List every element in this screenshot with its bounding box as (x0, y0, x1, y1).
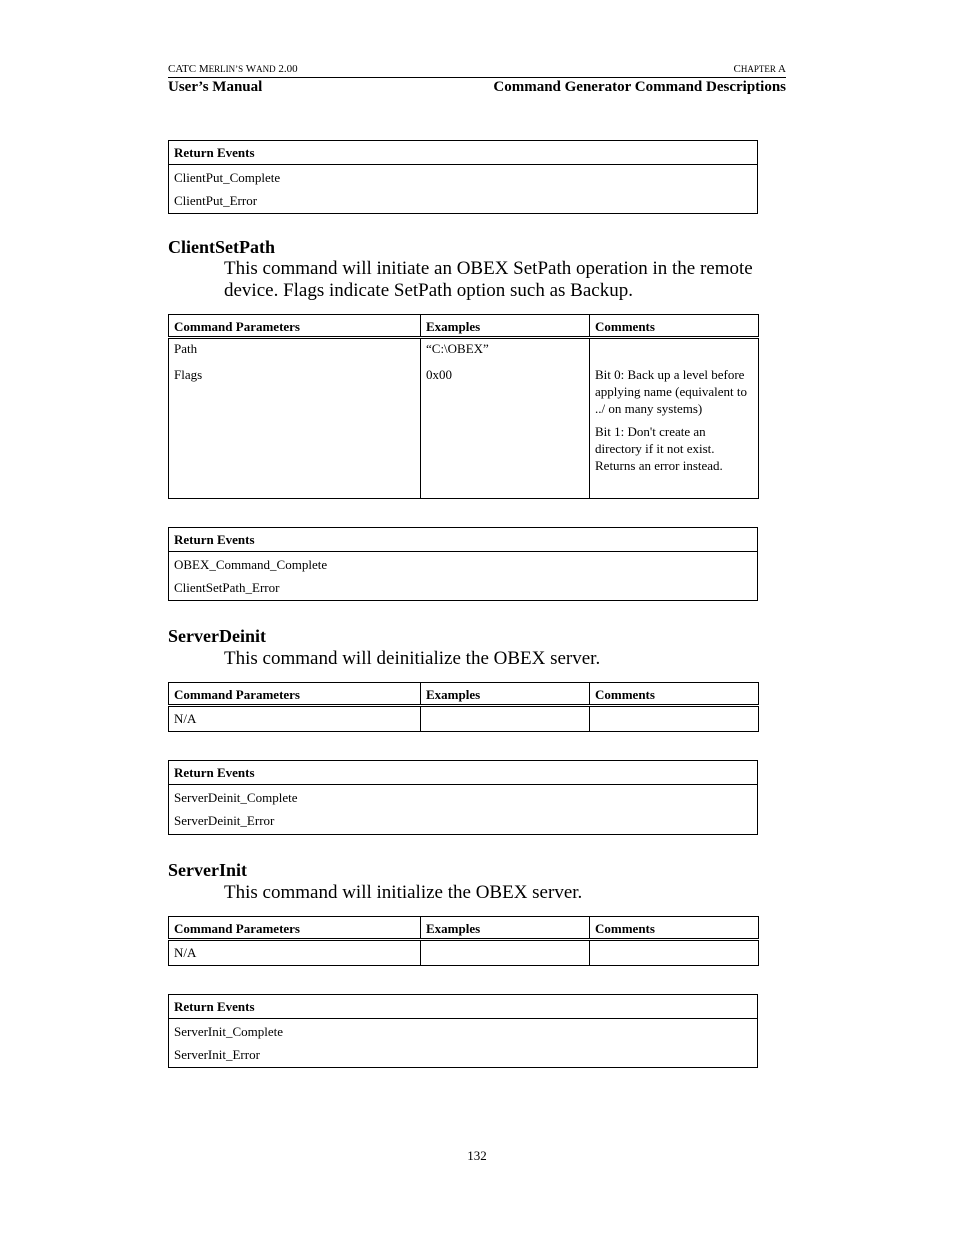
column-header: Command Parameters (169, 917, 421, 940)
column-header: Examples (421, 917, 590, 940)
column-header: Comments (590, 683, 759, 706)
return-events-table (168, 140, 758, 214)
column-header: Comments (590, 917, 759, 940)
table-cell (421, 706, 590, 732)
command-parameters-table (168, 682, 759, 732)
table-cell (590, 940, 759, 966)
command-parameters-table (168, 916, 759, 966)
column-header: Command Parameters (169, 315, 421, 338)
column-header: Examples (421, 683, 590, 706)
table-cell (590, 706, 759, 732)
table-cell (169, 338, 421, 499)
table-row: ClientPut_Complete (174, 170, 281, 185)
table-row: ClientPut_Error (174, 193, 258, 208)
param-example: 0x00 (426, 367, 452, 382)
manual-title: CATC MERLIN’S WAND 2.00 (168, 63, 298, 75)
table-row: ServerInit_Error (174, 1047, 260, 1062)
section-title: ServerInit (168, 860, 247, 880)
section-title: ServerDeinit (168, 626, 266, 646)
table-row: ServerInit_Complete (174, 1024, 284, 1039)
table-cell (590, 338, 759, 499)
column-header: Comments (590, 315, 759, 338)
command-parameters-table (168, 314, 759, 499)
param-name: Path (174, 341, 198, 356)
table-header: Return Events (169, 528, 757, 552)
return-events-table (168, 527, 758, 601)
param-example: “C:\OBEX” (426, 341, 489, 356)
document-type: User’s Manual (168, 79, 263, 95)
table-cell (421, 338, 590, 499)
return-events-table (168, 994, 758, 1068)
table-cell (421, 940, 590, 966)
return-events-table (168, 760, 758, 835)
section-description: This command will initiate an OBEX SetPath operation in the remote device. Flags indicate SetPath option such as Backup. (224, 258, 753, 301)
table-row: OBEX_Command_Complete (174, 557, 328, 572)
table-cell: N/A (169, 940, 421, 966)
param-comment: Bit 1: Don't create an directory if it not exist. Returns an error instead. (595, 424, 723, 473)
page-number: 132 (467, 1148, 487, 1163)
chapter-title: Command Generator Command Descriptions (493, 79, 786, 95)
section-description: This command will initialize the OBEX server. (224, 882, 583, 903)
table-cell: N/A (169, 706, 421, 732)
table-row: ServerDeinit_Complete (174, 790, 298, 805)
table-row: ClientSetPath_Error (174, 580, 280, 595)
column-header: Examples (421, 315, 590, 338)
table-header: Return Events (169, 761, 757, 785)
chapter-label: CHAPTER A (733, 63, 786, 75)
table-header: Return Events (169, 995, 757, 1019)
running-header-bottom (168, 79, 786, 97)
section-description: This command will deinitialize the OBEX server. (224, 648, 601, 669)
section-title: ClientSetPath (168, 237, 275, 257)
table-header: Return Events (169, 141, 757, 165)
column-header: Command Parameters (169, 683, 421, 706)
running-header-top (168, 63, 786, 78)
param-name: Flags (174, 367, 203, 382)
table-row: ServerDeinit_Error (174, 813, 275, 828)
param-comment: Bit 0: Back up a level before applying name (equivalent to ../ on many systems) (595, 367, 747, 416)
